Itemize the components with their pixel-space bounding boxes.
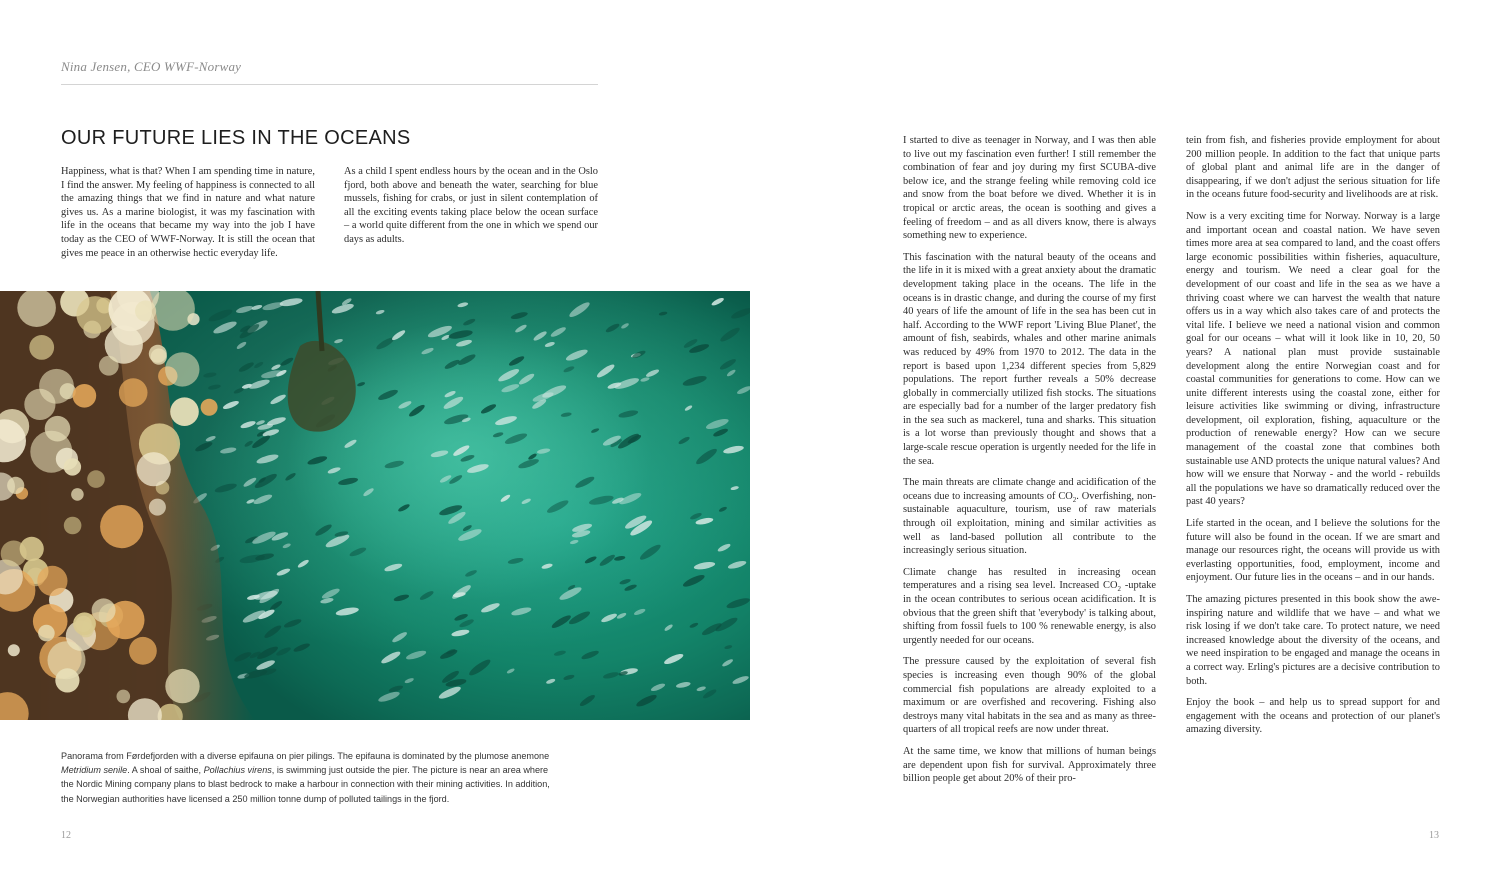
anemone (1, 541, 27, 567)
paragraph: The pressure caused by the exploitation of several fish species is increasing even though 90% of the global commercial fish populations are already exploited to a maximum or are overfished and recovering. Fishing also destroys many vital habitats in the sea and as many as three-quarters of all tropical reefs are now under threat. (903, 656, 1156, 736)
caption-species: Metridium senile (61, 765, 128, 776)
subscript: 2 (1117, 585, 1121, 594)
paragraph: At the same time, we know that millions of human beings are dependent upon fish for survival. Approximately three billion people get about 20% of their pro- (903, 745, 1156, 785)
anemone (76, 296, 114, 334)
paragraph: I started to dive as teenager in Norway, and I was then able to live out my fascination even further! I still remember the combination of fear and joy during my first SCUBA-dive below ice, and the strange feeling while removing cold ice and snow from the boat before we dived. Whether it is in tropical or arctic areas, the ocean is soothing and gives a feeling of freedom – and as all divers know, there is always something new to experience. (903, 135, 1156, 242)
text-column-1 (61, 165, 315, 268)
text-column-3 (903, 134, 1156, 794)
anemone (92, 598, 116, 622)
anemone (45, 416, 71, 442)
anemone (73, 612, 96, 635)
anemone (8, 644, 20, 656)
text-column-4 (1186, 134, 1440, 745)
anemone (73, 384, 97, 408)
text-column-2 (344, 165, 598, 255)
anemone (149, 345, 167, 363)
paragraph: Enjoy the book – and help us to spread support for and engagement with the oceans and protection of our planet's amazing diversity. (1186, 697, 1440, 736)
page-number-right: 13 (1429, 830, 1439, 841)
paragraph: As a child I spent endless hours by the ocean and in the Oslo fjord, both above and beneath the water, searching for blue mussels, fishing for crabs, or just in silent contemplation of all the exciting events taking place below the ocean surface – a world quite different from the one in which we spend our days as adults. (344, 166, 598, 245)
anemone (119, 378, 148, 407)
subscript: 2 (1072, 495, 1077, 504)
paragraph: This fascination with the natural beauty of the oceans and the life in it is mixed with a great anxiety about the dramatic development taking place in the oceans. The life in the oceans is in drastic change, and during the course of my first 40 years of life the amount of life in the sea has been cut in half. According to the WWF report 'Living Blue Planet', the amount of fish, seabirds, whales and other marine animals was reduced by 49% from 1970 to 2012. The data in the report is based upon 1,234 different species from 5,829 populations. The report further reveals a 50% decrease globally in commercially utilized fish stocks. The situations are especially bad for a number of the larger predatory fish in the sea such as mackerel, tuna and sharks. This situation is a lot worse than previously thought and shows that a large-scale rescue operation is urgently needed for the life in the sea. (903, 251, 1156, 467)
anemone (149, 499, 166, 516)
article-title: OUR FUTURE LIES IN THE OCEANS (61, 127, 411, 149)
anemone (71, 488, 84, 501)
paragraph: Happiness, what is that? When I am spending time in nature, I find the answer. My feeling of happiness is connected to all the amazing things that we find in nature and what nature gives us. As a marine biologist, it was my fascination with life in the oceans that became my way into the job I have today as the CEO of WWF-Norway. It is still the ocean that gives me peace in an otherwise hectic everyday life. (61, 166, 315, 259)
paragraph: tein from fish, and fisheries provide employment for about 200 million people. In addition to the fact that unique parts of global plant and animal life are in the danger of disappearing, if we don't adjust the serious situation for life in the oceans future food-security and livelihoods are at risk. (1186, 135, 1440, 201)
paragraph (903, 476, 1156, 558)
anemone (117, 690, 131, 704)
caption-text: Panorama from Førdefjorden with a diverse epifauna on pier pilings. The epifauna is dominated by the plumose anemone (61, 751, 550, 761)
anemone (64, 517, 82, 535)
anemone (165, 352, 199, 386)
anemone (48, 641, 86, 679)
anemone (7, 477, 24, 494)
anemone (87, 470, 105, 488)
header-divider (61, 84, 598, 85)
anemone (201, 399, 218, 416)
paragraph: Now is a very exciting time for Norway. Norway is a large and important ocean and coastal nation. We have seven times more area at sea compared to land, and the coast offers large economic possibilities within fisheries, aquaculture, energy and tourism. We need a clear goal for the development of our coast and life in the sea as we have a thriving coast where we can harvest the wealth that nature offers us in a way which also takes care of and protects the vital life. I believe we need a national vision and common goal for our oceans – what will it look like in 10, 20, 50 years? A national plan must provide sustainable development along the entire Norwegian coast and for coastal communities for generations to come. How can we unite different interests using the coastal zone, either for leisure activities like swimming or diving, infrastructure development, oil exploration, fishing, aquaculture or the production of renewable energy? How can we secure management of the coastal zone that combines both sustainable use AND protects the unique natural values? And how will we ensure that Norway - and the world - rebuilds all the populations we have so dramatically reduced over the past 40 years? (1186, 210, 1440, 508)
anemone (24, 389, 55, 420)
paragraph-text: . Overfishing, non-sustainable aquaculture, tourism, use of raw materials through oil exploitation, mining and similar activities as well as land-based pollution all contribute to the increasingly serious situation. (903, 490, 1156, 557)
anemone (129, 637, 157, 665)
paragraph (903, 566, 1156, 648)
anemone (100, 505, 143, 548)
paragraph: The amazing pictures presented in this book show the awe-inspiring nature and wildlife that we have – and what we risk losing if we don't take care. To protect nature, we need increased knowledge about the diversity of the oceans, and we need inspiration to be engaged and manage the oceans in a correct way. Erling's pictures are a decisive contribution to both. (1186, 594, 1440, 687)
paragraph-text: The main threats are climate change and acidification of the oceans due to increasing amounts of CO (903, 477, 1156, 502)
anemone (137, 452, 171, 486)
photo-illustration (0, 291, 750, 720)
anemone (99, 356, 119, 376)
paragraph-text: -uptake in the ocean contributes to serious ocean acidification. It is obvious that the green shift that 'everybody' is talking about, shifting from fossil fuels to 100 % renewable energy, is also urgently needed for our oceans. (903, 580, 1156, 646)
anemone (64, 458, 81, 475)
paragraph: Life started in the ocean, and I believe the solutions for the future will also be found in the ocean. If we are smart and manage our resources right, the oceans will provide us with everlasting opportunities, food, employment, income and enjoyment. Our future lies in the oceans – and in our hands. (1186, 518, 1440, 584)
paragraph-text: Climate change has resulted in increasing ocean temperatures and a rising sea level. Increased CO (903, 566, 1156, 592)
underwater-photo (0, 291, 750, 720)
anemone (37, 566, 67, 596)
photo-caption (61, 749, 561, 806)
caption-text: , is swimming just outside the pier. The picture is near an area where the Nordic Mining company plans to blast bedrock to make a harbour in connection with their mining activities. In addition, the Norwegian authorities have licensed a 250 million tonne dump of polluted tailings in the fjord. (61, 765, 550, 804)
author-line: Nina Jensen, CEO WWF-Norway (61, 59, 242, 74)
anemone (165, 669, 199, 703)
caption-species: Pollachius virens (203, 765, 272, 776)
anemone (29, 335, 54, 360)
caption-text: . A shoal of saithe, (127, 765, 204, 776)
anemone (170, 397, 199, 426)
anemone (38, 625, 55, 642)
page-number-left: 12 (61, 830, 71, 841)
